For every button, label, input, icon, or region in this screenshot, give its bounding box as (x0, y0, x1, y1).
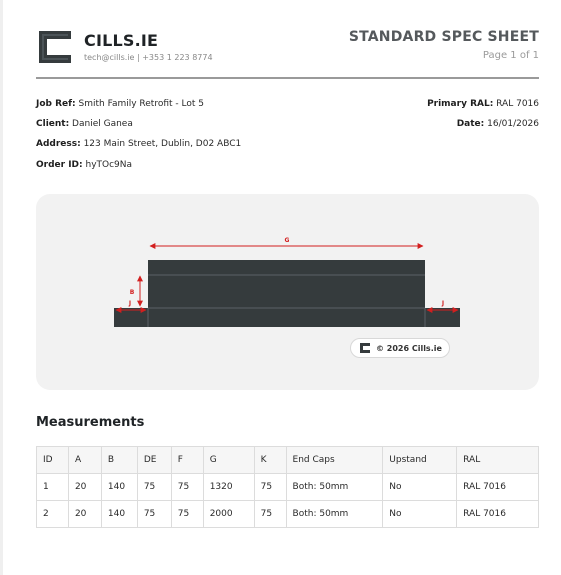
cills-mini-logo-icon (359, 342, 371, 354)
brand-name: CILLS.IE (84, 31, 159, 50)
left-margin-rule (0, 0, 3, 575)
dimension-j-left-label: J (128, 300, 132, 307)
address-label: Address: (36, 139, 81, 149)
column-header: Upstand (383, 447, 457, 474)
order-id-label: Order ID: (36, 160, 83, 170)
table-row (37, 474, 539, 501)
primary-ral-label: Primary RAL: (427, 99, 494, 109)
column-header: K (254, 447, 286, 474)
measurements-table (36, 446, 539, 528)
table-cell: 75 (254, 474, 286, 501)
table-cell: 1 (37, 474, 69, 501)
copyright-text: © 2026 Cills.ie (376, 343, 442, 353)
column-header: ID (37, 447, 69, 474)
table-cell: 2000 (203, 501, 254, 528)
table-cell: RAL 7016 (457, 474, 539, 501)
order-id-value: hyTOc9Na (82, 160, 133, 170)
job-ref-label: Job Ref: (36, 99, 76, 109)
table-cell: 20 (68, 501, 101, 528)
date-value: 16/01/2026 (484, 119, 539, 129)
client-label: Client: (36, 119, 70, 129)
measurements-title: Measurements (36, 415, 145, 430)
table-cell: RAL 7016 (457, 501, 539, 528)
brand-contact: tech@cills.ie | +353 1 223 8774 (84, 53, 213, 62)
table-cell: 20 (68, 474, 101, 501)
address-value: 123 Main Street, Dublin, D02 ABC1 (80, 139, 242, 149)
table-cell: 75 (254, 501, 286, 528)
dimension-g-label: G (284, 237, 290, 244)
address-row (36, 139, 241, 149)
table-cell: 75 (171, 501, 203, 528)
header-divider (36, 77, 539, 79)
table-cell: 140 (101, 501, 137, 528)
primary-ral-value: RAL 7016 (493, 99, 539, 109)
date-row (457, 119, 539, 129)
table-cell: No (383, 501, 457, 528)
primary-ral-row (427, 99, 539, 109)
column-header: G (203, 447, 254, 474)
client-value: Daniel Ganea (69, 119, 133, 129)
order-id-row (36, 160, 132, 170)
sill-body (148, 260, 425, 327)
table-cell: Both: 50mm (286, 501, 383, 528)
column-header: A (68, 447, 101, 474)
table-cell: 2 (37, 501, 69, 528)
column-header: B (101, 447, 137, 474)
column-header: End Caps (286, 447, 383, 474)
table-cell: 140 (101, 474, 137, 501)
column-header: DE (137, 447, 171, 474)
table-cell: Both: 50mm (286, 474, 383, 501)
date-label: Date: (456, 119, 485, 129)
table-header-row (37, 447, 539, 474)
cills-logo-icon (36, 28, 74, 66)
column-header: RAL (457, 447, 539, 474)
table-cell: 75 (171, 474, 203, 501)
dimension-b-label: B (129, 289, 135, 296)
client-row (36, 119, 133, 129)
page-indicator: Page 1 of 1 (482, 50, 539, 61)
dimension-j-right-label: J (441, 300, 445, 307)
table-row (37, 501, 539, 528)
table-cell: 1320 (203, 474, 254, 501)
job-ref-row (36, 99, 204, 109)
table-cell: No (383, 474, 457, 501)
sill-diagram-panel (36, 194, 539, 390)
sill-diagram (36, 194, 539, 390)
document-title: STANDARD SPEC SHEET (348, 29, 539, 45)
column-header: F (171, 447, 203, 474)
table-cell: 75 (137, 501, 171, 528)
table-cell: 75 (137, 474, 171, 501)
copyright-badge (350, 338, 450, 358)
job-ref-value: Smith Family Retrofit - Lot 5 (75, 99, 204, 109)
